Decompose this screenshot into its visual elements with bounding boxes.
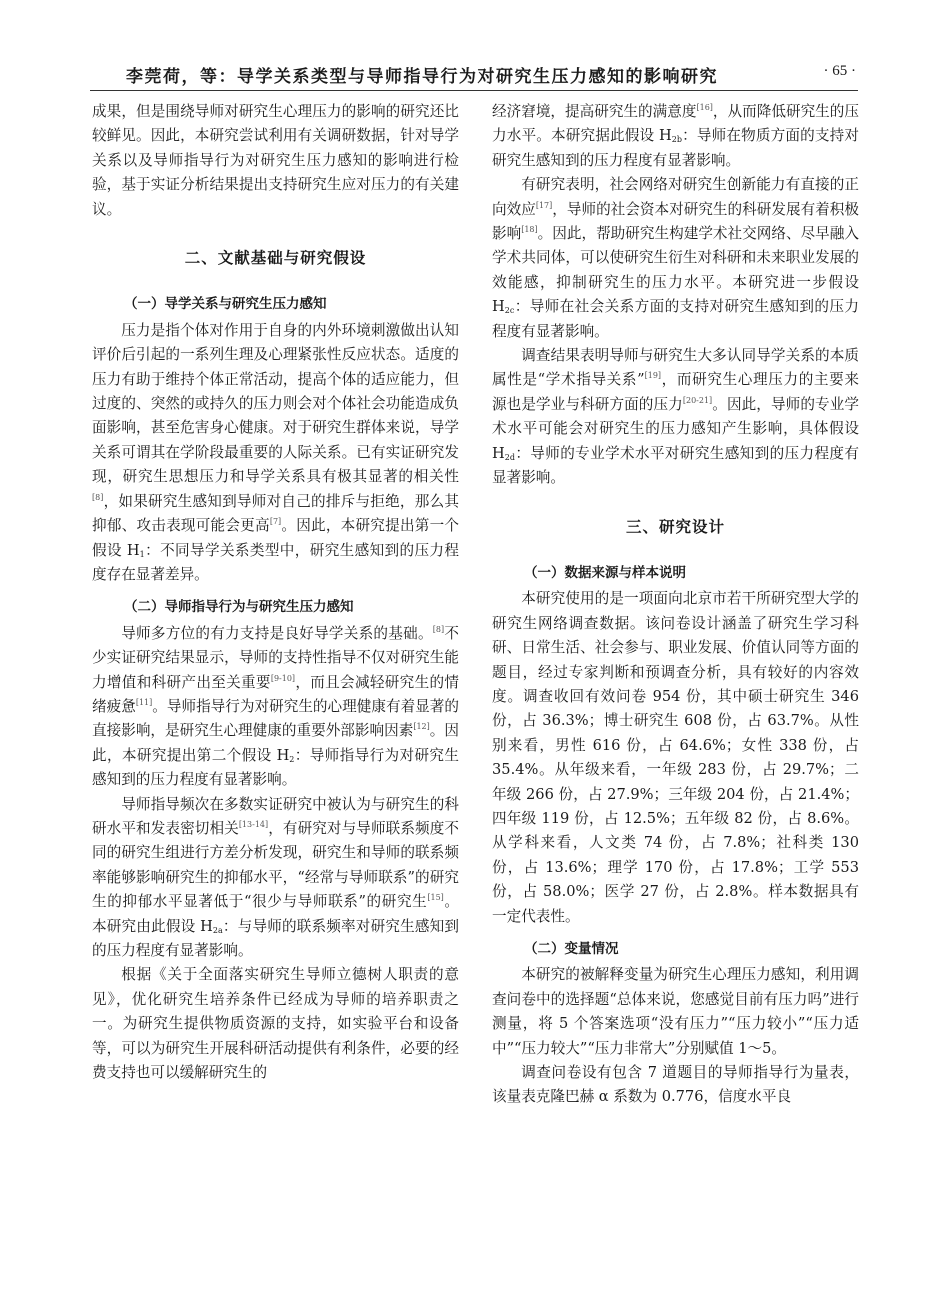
citation: [17] xyxy=(535,200,553,210)
citation: [12] xyxy=(413,722,430,732)
paragraph-academic-level: 调查结果表明导师与研究生大多认同导学关系的本质属性是“学术指导关系”[19]，而研究生心理压力的主要来源也是学业与科研方面的压力[20-21]。因此，导师的专业学术水平可能会对研究生的压力感知产生影响，具体假设 $H_{2d}$：导师的专业学术水平对研究生感知到的压力程度有显著影响。 xyxy=(492,347,859,487)
running-title: 李莞荷，等：导学关系类型与导师指导行为对研究生压力感知的影响研究 xyxy=(126,67,718,87)
citation: [18] xyxy=(521,225,538,235)
paragraph-intro: 成果，但是围绕导师对研究生心理压力的影响的研究还比较鲜见。因此，本研究尝试利用有关调研数据，针对导学关系以及导师指导行为对研究生压力感知的影响进行检验，基于实证分析结果提出支持研究生应对压力的有关建议。 xyxy=(92,103,459,218)
paragraph-scale: 调查问卷设有包含 7 道题目的导师指导行为量表，该量表克隆巴赫 α 系数为 0.776，信度水平良 xyxy=(492,1064,859,1106)
citation: [8] xyxy=(432,624,445,634)
paragraph-dependent-variable: 本研究的被解释变量为研究生心理压力感知，利用调查问卷中的选择题“总体来说，您感觉目前有压力吗”进行测量，将 5 个答案选项“没有压力”“压力较小”“压力适中”“压力较大”“压力非常大”分别赋值 1～5。 xyxy=(492,966,859,1057)
paragraph-social-network: 有研究表明，社会网络对研究生创新能力有直接的正向效应[17]，导师的社会资本对研究生的科研发展有着积极影响[18]。因此，帮助研究生构建学术社交网络、尽早融入学术共同体，可以使研究生衍生对科研和未来职业发展的效能感，抑制研究生的压力水平。本研究进一步假设 $H_{2c}$：导师在社会关系方面的支持对研究生感知到的压力程度有显著影响。 xyxy=(492,176,859,340)
page-number: · 65 · xyxy=(823,63,856,79)
subsection-heading-guidance: （二）导师指导行为与研究生压力感知 xyxy=(124,599,354,616)
section-heading-design: 三、研究设计 xyxy=(625,517,725,536)
paragraph-economic: 经济窘境，提高研究生的满意度[16]，从而降低研究生的压力水平。本研究据此假设 $H_{2b}$：导师在物质方面的支持对研究生感知到的压力程度有显著影响。 xyxy=(492,103,859,169)
paragraph-sample: 本研究使用的是一项面向北京市若干所研究型大学的研究生网络调查数据。该问卷设计涵盖了研究生学习科研、日常生活、社会参与、职业发展、价值认同等方面的题目，经过专家判断和预调查分析，具有较好的内容效度。调查收回有效问卷 954 份，其中硕士研究生 346 份，占 36.3%；博士研究生 608 份，占 63.7%。从性别来看，男性 616 份，占 64.6%；女性 338 份，占 35.4%。从年级来看，一年级 283 份，占 29.7%；二年级 266 份，占 27.9%；三年级 204 份，占 21.4%；四年级 119 份，占 12.5%；五年级 82 份，占 8.6%。从学科来看，人文类 74 份，占 7.8%；社科类 130 份，占 13.6%；理学 170 份，占 17.8%；工学 553 份，占 58.0%；医学 27 份，占 2.8%。样本数据具有一定代表性。 xyxy=(492,590,859,925)
citation: [19] xyxy=(644,371,662,381)
subsection-heading-data: （一）数据来源与样本说明 xyxy=(524,564,686,581)
citation: [15] xyxy=(427,893,444,903)
citation: [7] xyxy=(269,517,282,527)
citation: [11] xyxy=(135,697,153,707)
subsection-heading-variables: （二）变量情况 xyxy=(524,941,619,957)
citation: [20-21] xyxy=(682,395,713,405)
running-header xyxy=(90,58,858,91)
citation: [9-10] xyxy=(270,673,296,683)
right-column xyxy=(492,100,859,1110)
paragraph-guidance: 导师多方位的有力支持是良好导学关系的基础。[8]不少实证研究结果显示，导师的支持性指导不仅对研究生能力增值和科研产出至关重要[9-10]，而且会减轻研究生的情绪疲惫[11]。导师指导行为对研究生的心理健康有着显著的直接影响，是研究生心理健康的重要外部影响因素[12]。因此，本研究提出第二个假设 $H_2$：导师指导行为对研究生感知到的压力程度有显著影响。 xyxy=(92,624,459,789)
subsection-heading-relationship: （一）导学关系与研究生压力感知 xyxy=(124,296,327,313)
citation: [8] xyxy=(92,492,104,502)
left-column xyxy=(92,100,459,1085)
paragraph-pressure: 压力是指个体对作用于自身的内外环境刺激做出认知评价后引起的一系列生理及心理紧张性反应状态。适度的压力有助于维持个体正常活动，提高个体的适应能力，但过度的、突然的或持久的压力则会对个体社会功能造成负面影响，甚至危害身心健康。对于研究生群体来说，导学关系可谓其在学阶段最重要的人际关系。已有实证研究发现，研究生思想压力和导学关系具有极其显著的相关性[8]，如果研究生感知到导师对自己的排斥与拒绝，那么其抑郁、攻击表现可能会更高[7]。因此，本研究提出第一个假设 $H_1$：不同导学关系类型中，研究生感知到的压力程度存在显著差异。 xyxy=(92,321,459,583)
citation: [16] xyxy=(696,103,713,112)
section-heading-literature: 二、文献基础与研究假设 xyxy=(184,249,367,268)
paragraph-frequency: 导师指导频次在多数实证研究中被认为与研究生的科研水平和发表密切相关[13-14]，有研究对与导师联系频度不同的研究生组进行方差分析发现，研究生和导师的联系频率能够影响研究生的抑郁水平，“经常与导师联系”的研究生的抑郁水平显著低于“很少与导师联系”的研究生[15]。本研究由此假设 $H_{2a}$：与导师的联系频率对研究生感知到的压力程度有显著影响。 xyxy=(92,795,459,959)
citation: [13-14] xyxy=(238,819,269,829)
paragraph-material-support: 根据《关于全面落实研究生导师立德树人职责的意见》，优化研究生培养条件已经成为导师的培养职责之一。为研究生提供物质资源的支持，如实验平台和设备等，可以为研究生开展科研活动提供有利条件，必要的经费支持也可以缓解研究生的 xyxy=(92,966,459,1082)
